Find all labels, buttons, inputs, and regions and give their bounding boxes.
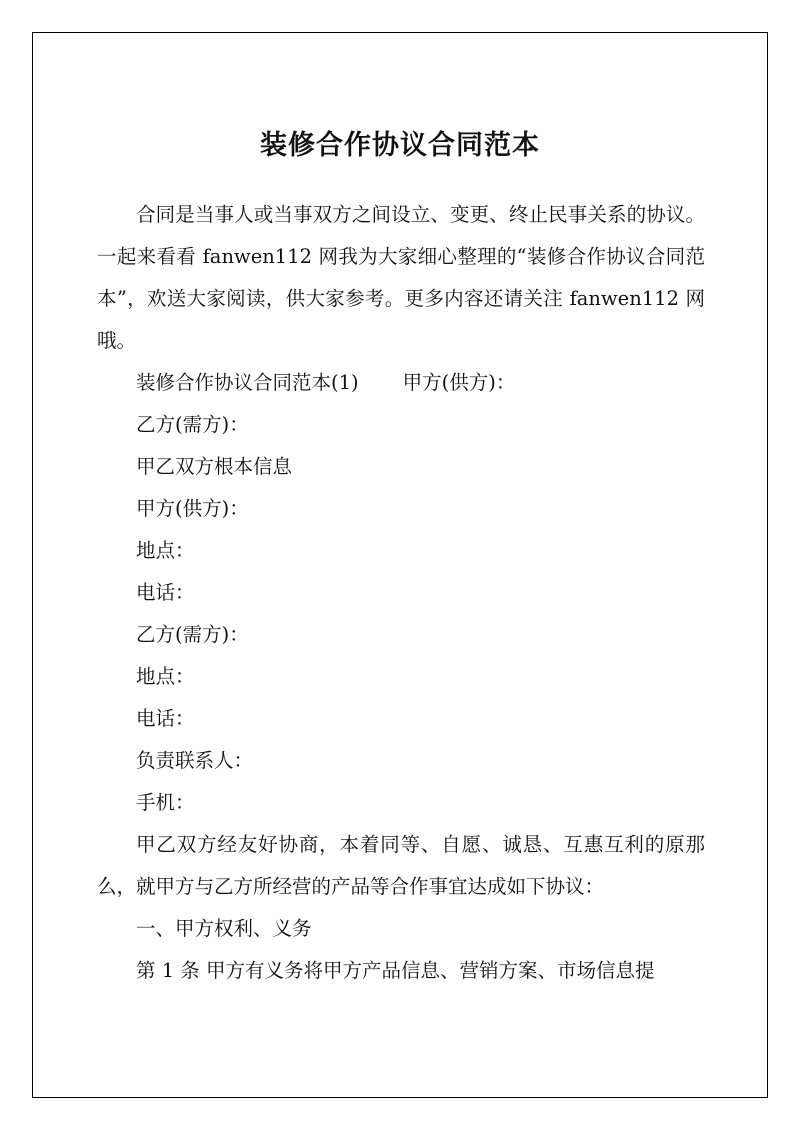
party-a-phone: 电话：	[136, 581, 195, 604]
party-a-line: 甲方(供方)：	[136, 497, 249, 520]
basic-info-heading: 甲乙双方根本信息	[136, 455, 293, 478]
party-b-phone: 电话：	[136, 707, 195, 730]
party-a-address: 地点：	[136, 539, 195, 562]
article-1: 第 1 条 甲方有义务将甲方产品信息、营销方案、市场信息提	[136, 959, 655, 982]
party-b-line-2: 乙方(需方)：	[136, 623, 249, 646]
section-heading: 装修合作协议合同范本(1)	[136, 371, 359, 394]
party-a-label: 甲方(供方)：	[402, 371, 516, 394]
agreement-paragraph: 甲乙双方经友好协商，本着同等、自愿、诚恳、互惠互利的原那么，就甲方与乙方所经营的产品等合作事宜达成如下协议：	[97, 833, 705, 898]
document-body	[97, 194, 705, 992]
contact-person: 负责联系人：	[136, 749, 254, 772]
document-title: 装修合作协议合同范本	[260, 130, 540, 161]
mobile-phone: 手机：	[136, 791, 195, 814]
party-b-line: 乙方(需方)：	[136, 413, 249, 436]
section-heading-line	[97, 362, 705, 404]
intro-paragraph: 合同是当事人或当事双方之间设立、变更、终止民事关系的协议。一起来看看 fanwen112 网我为大家细心整理的“装修合作协议合同范本”，欢送大家阅读，供大家参考。更多内容还请关注 fanwen112 网哦。	[97, 203, 705, 352]
party-b-address: 地点：	[136, 665, 195, 688]
chapter-heading: 一、甲方权利、义务	[136, 917, 312, 940]
